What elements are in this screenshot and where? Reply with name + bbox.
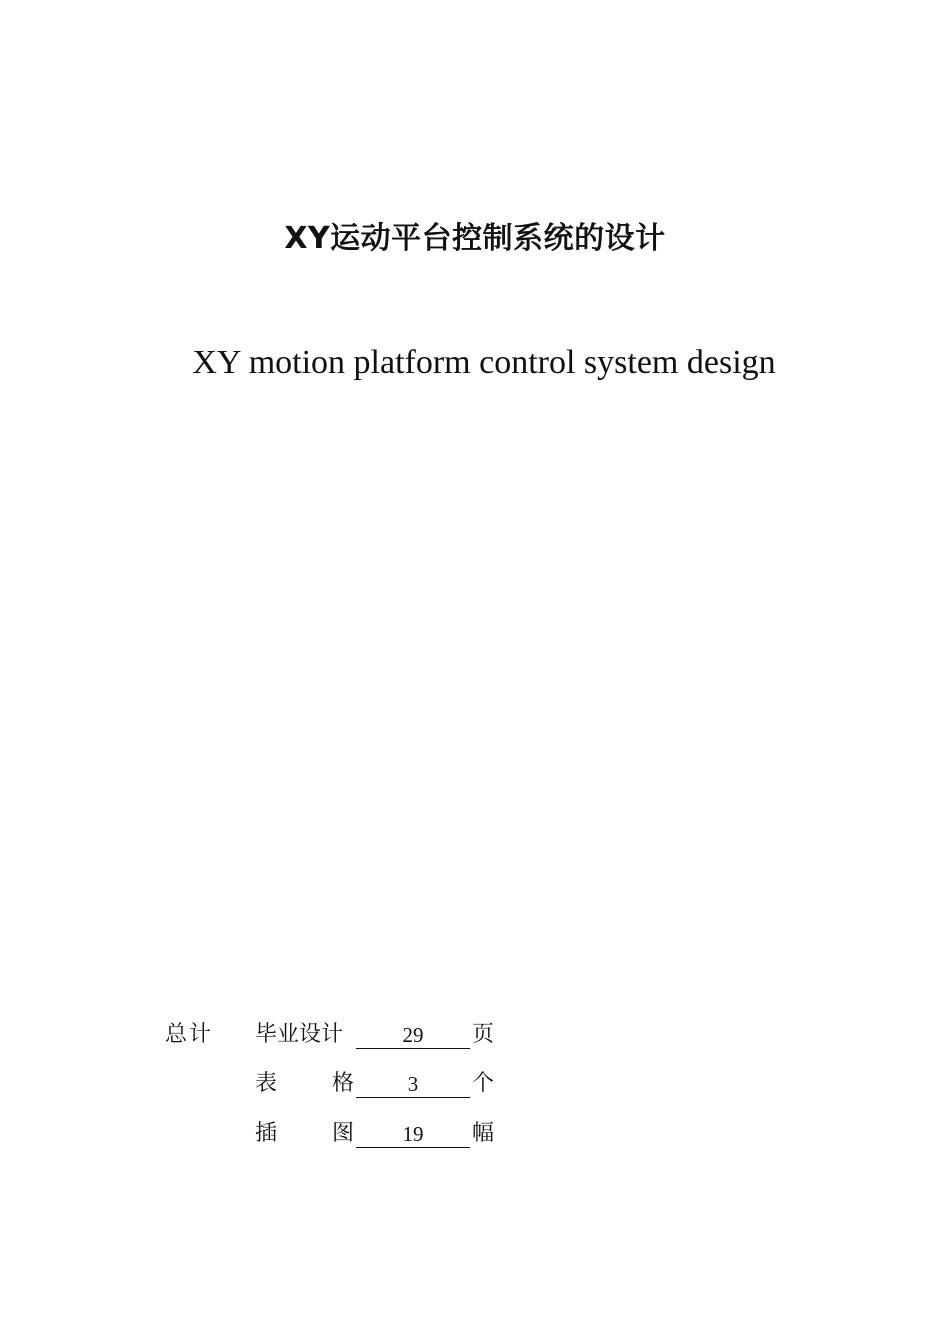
stat-label-figures-char-2: 图 <box>332 1121 355 1146</box>
stat-label-pages: 毕业设计 <box>255 1022 344 1047</box>
stat-row-figures <box>0 1117 950 1151</box>
chinese-title: XY运动平台控制系统的设计 <box>284 221 666 256</box>
stat-value-tables: 3 <box>356 1067 470 1098</box>
stat-label-tables-char-2: 格 <box>332 1071 355 1096</box>
stat-row-tables <box>0 1067 950 1101</box>
stat-unit-figures: 幅 <box>472 1121 495 1146</box>
stat-label-tables-char-1: 表 <box>255 1071 278 1096</box>
stat-unit-pages: 页 <box>472 1022 495 1047</box>
stat-unit-tables: 个 <box>472 1071 495 1096</box>
total-label: 总计 <box>165 1022 214 1047</box>
stat-value-pages: 29 <box>356 1018 470 1049</box>
stat-row-pages <box>0 1018 950 1052</box>
stat-label-figures-char-1: 插 <box>255 1121 278 1146</box>
stat-value-figures: 19 <box>356 1117 470 1148</box>
english-title: XY motion platform control system design <box>192 344 776 381</box>
